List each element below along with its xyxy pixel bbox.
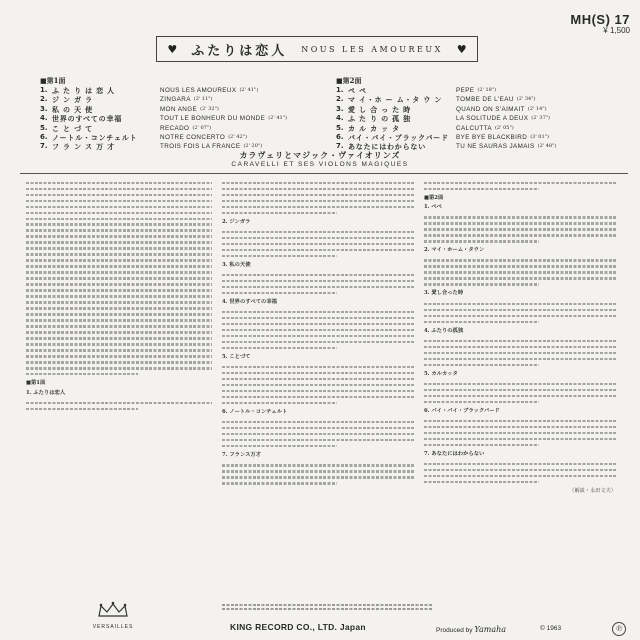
catalog-number: MH(S) 17: [570, 12, 630, 27]
text-line: [424, 340, 616, 342]
text-line: [26, 235, 212, 237]
text-line: [222, 390, 414, 392]
produced-by-label: Produced by: [436, 627, 473, 634]
text-line: [222, 378, 414, 380]
text-line: [424, 420, 616, 422]
text-line: [26, 408, 138, 410]
side2-track: [336, 105, 626, 114]
producer-signature: Yamaha: [474, 625, 507, 634]
text-line: [222, 249, 414, 251]
track-title-japanese: バイ・バイ・ブラックバード: [348, 132, 449, 142]
track-title-french: LA SOLITUDE A DEUX: [456, 115, 529, 123]
text-line: [26, 325, 212, 327]
text-line: [26, 367, 212, 369]
text-line: [424, 346, 616, 348]
text-line: [222, 476, 414, 478]
track-title-french: NOTRE CONCERTO: [160, 133, 226, 141]
text-line: [424, 389, 616, 391]
text-line: [424, 283, 539, 285]
notes-heading: 2. マイ・ホーム・タウン: [424, 247, 485, 254]
text-line: [424, 358, 616, 360]
notes-heading: 2. ジンガラ: [222, 218, 251, 225]
track-number: 3.: [336, 104, 344, 113]
text-line: [26, 331, 212, 333]
notes-heading: 3. 愛し合った時: [424, 290, 464, 297]
text-line: [26, 229, 212, 231]
text-line: [424, 432, 616, 434]
text-line: [222, 280, 414, 282]
track-duration: (2' 34"): [516, 96, 536, 103]
text-line: [424, 481, 539, 483]
artist-japanese: カラヴェリとマジック・ヴァイオリンズ: [239, 150, 401, 160]
track-title-japanese: ペ ペ: [348, 86, 367, 95]
text-line: [26, 223, 212, 225]
track-title-japanese: 私 の 天 使: [52, 104, 93, 114]
side1-track: [40, 86, 320, 95]
text-line: [424, 271, 616, 273]
text-line: [26, 241, 212, 243]
text-line: [222, 347, 337, 349]
text-line: [222, 317, 414, 319]
track-number: 1.: [336, 86, 344, 94]
text-line: [222, 482, 337, 484]
text-line: [222, 323, 414, 325]
text-line: [26, 277, 212, 279]
track-title-japanese: ふ た り は 恋 人: [52, 86, 115, 95]
text-line: [222, 341, 414, 343]
text-line: [424, 234, 616, 236]
text-line: [424, 228, 616, 230]
track-number: 5.: [336, 123, 344, 132]
track-title-french: RECADO: [160, 124, 190, 132]
text-line: [424, 309, 616, 311]
produced-by: [436, 625, 506, 634]
label-name: VERSAILLES: [92, 624, 134, 630]
notes-heading: 5. ことづて: [222, 353, 251, 360]
track-duration: (2' 11"): [193, 96, 213, 103]
track-duration: (2' 32"): [200, 105, 219, 112]
text-line: [26, 265, 212, 267]
side1-tracklist: [40, 76, 320, 152]
track-title-japanese: あなたにはわからない: [348, 142, 426, 152]
text-line: [424, 259, 616, 261]
track-number: 5.: [40, 123, 48, 132]
text-line: [26, 355, 212, 357]
text-line: [424, 216, 616, 218]
text-line: [26, 361, 212, 363]
text-line: [26, 349, 212, 351]
track-title-japanese: ジ ン ガ ラ: [52, 95, 93, 105]
track-title-french: TROIS FOIS LA FRANCE: [160, 143, 241, 151]
text-line: [222, 427, 414, 429]
text-line: [26, 194, 212, 196]
track-title-french: MON ANGE: [160, 105, 198, 113]
phonogram-mark-icon: ℗: [612, 622, 626, 636]
track-title-french: TOMBE DE L'EAU: [456, 96, 514, 104]
notes-track-heading: 1. ふたりは恋人: [26, 389, 66, 396]
track-duration: (2' 18"): [477, 87, 497, 93]
track-number: 2.: [336, 95, 344, 104]
side1-track: [40, 105, 320, 114]
liner-notes-column-3: [424, 178, 616, 618]
title-japanese: ふたりは恋人: [191, 43, 288, 59]
heart-icon: ♥: [167, 42, 178, 56]
text-line: [222, 237, 414, 239]
artist-french: CARAVELLI ET SES VIOLONS MAGIQUES: [231, 161, 409, 168]
notes-heading: 5. カルカッタ: [424, 370, 458, 377]
text-line: [424, 438, 616, 440]
title-french: NOUS LES AMOUREUX: [301, 44, 443, 54]
notes-heading: 1. ペペ: [424, 204, 442, 211]
versailles-logo: [48, 600, 178, 630]
track-title-japanese: 愛 し 合 っ た 時: [348, 104, 411, 114]
text-line: [26, 337, 212, 339]
divider: [20, 173, 628, 174]
text-line: [424, 352, 616, 354]
notes-heading: 6. ノートル・コンチェルト: [222, 408, 288, 415]
text-line: [424, 277, 616, 279]
text-line: [222, 421, 414, 423]
notes-side2-heading: ■第2面: [424, 194, 444, 201]
text-line: [222, 384, 414, 386]
text-line: [424, 303, 616, 305]
text-line: [424, 188, 539, 190]
text-line: [26, 182, 212, 184]
text-line: [26, 200, 212, 202]
notes-side1-heading: ■第1面: [26, 380, 46, 387]
artist-block: [0, 150, 640, 168]
text-line: [424, 240, 539, 242]
track-number: 4.: [336, 114, 344, 123]
side1-track: [40, 114, 320, 123]
text-line: [26, 188, 212, 190]
notes-heading: 4. ふたりの孤独: [424, 327, 464, 334]
side2-track: [336, 133, 626, 142]
track-duration: (2' 05"): [494, 124, 514, 131]
notes-heading: 7. あなたにはわからない: [424, 450, 485, 457]
side1-heading: ■第1面: [40, 76, 66, 85]
side1-track: [40, 95, 320, 104]
notes-heading: 7. フランス万才: [222, 452, 261, 458]
text-line: [26, 206, 212, 208]
track-title-french: TU NE SAURAS JAMAIS: [456, 143, 535, 151]
text-line: [26, 373, 138, 375]
text-line: [222, 188, 414, 190]
text-line: [222, 335, 414, 337]
text-line: [424, 426, 616, 428]
liner-notes-column-1: [26, 178, 212, 600]
text-line: [222, 311, 414, 313]
text-line: [222, 366, 414, 368]
track-duration: (2' 20"): [243, 143, 263, 150]
text-line: [222, 206, 414, 208]
text-line: [424, 463, 616, 465]
side2-tracklist: [336, 76, 626, 152]
text-line: [26, 212, 212, 214]
track-title-japanese: マ イ・ホ ー ム・タ ウ ン: [348, 95, 443, 105]
text-line: [424, 383, 616, 385]
text-line: [424, 265, 616, 267]
text-line: [424, 401, 539, 403]
text-line: [222, 372, 414, 374]
text-line: [26, 289, 212, 291]
track-number: 1.: [40, 86, 48, 94]
text-line: [222, 231, 414, 233]
side2-track: [336, 114, 626, 123]
liner-notes-column-2: [222, 178, 414, 600]
track-title-french: ZINGARA: [160, 96, 191, 104]
track-number: 6.: [336, 132, 344, 141]
title-box: [156, 36, 478, 62]
text-line: [424, 315, 616, 317]
side1-track: [40, 124, 320, 133]
company-name: KING RECORD CO., LTD. Japan: [230, 622, 366, 632]
text-line: [424, 222, 616, 224]
text-line: [222, 182, 414, 184]
track-duration: (2' 48"): [537, 143, 557, 150]
text-line: [222, 464, 414, 466]
side2-heading: ■第2面: [336, 76, 362, 85]
text-line: [424, 364, 539, 366]
text-line: [222, 200, 414, 202]
track-duration: (2' 14"): [527, 105, 547, 112]
notes-heading: 3. 私の天使: [222, 261, 251, 268]
track-title-french: CALCUTTA: [456, 124, 492, 132]
heart-icon: ♥: [456, 42, 467, 56]
track-duration: (2' 41"): [268, 115, 287, 122]
footer-fine-print: [222, 602, 432, 612]
text-line: [26, 218, 212, 220]
text-line: [26, 307, 212, 309]
copyright: © 1963: [540, 625, 562, 632]
track-number: 6.: [40, 132, 48, 141]
text-line: [222, 212, 337, 214]
track-title-japanese: こ と づ て: [52, 123, 93, 133]
side2-track: [336, 86, 626, 95]
text-line: [26, 253, 212, 255]
text-line: [222, 470, 414, 472]
track-title-french: TOUT LE BONHEUR DU MONDE: [160, 115, 266, 123]
text-line: [424, 321, 539, 323]
text-line: [26, 259, 212, 261]
text-line: [424, 395, 616, 397]
text-line: [26, 295, 212, 297]
text-line: [222, 255, 337, 257]
track-title-japanese: カ ル カ ッ タ: [348, 123, 400, 133]
track-title-japanese: 世界のすべての幸福: [52, 114, 123, 124]
notes-credit: （解説・永田文夫）: [569, 487, 616, 494]
text-line: [26, 319, 212, 321]
text-line: [424, 182, 616, 184]
text-line: [26, 283, 212, 285]
text-line: [222, 329, 414, 331]
track-duration: (2' 41"): [239, 87, 259, 93]
track-title-french: NOUS LES AMOUREUX: [160, 87, 237, 94]
text-line: [222, 445, 337, 447]
track-number: 2.: [40, 95, 48, 104]
text-line: [26, 313, 212, 315]
track-number: 4.: [40, 114, 48, 123]
text-line: [222, 292, 337, 294]
notes-heading: 6. バイ・バイ・ブラックバード: [424, 407, 500, 414]
text-line: [222, 433, 414, 435]
side1-track: [40, 133, 320, 142]
text-line: [222, 286, 414, 288]
track-number: 7.: [40, 142, 48, 151]
text-line: [26, 247, 212, 249]
text-line: [26, 301, 212, 303]
text-line: [222, 402, 337, 404]
track-title-japanese: ノートル・コンチェルト: [52, 132, 138, 142]
track-title-french: PEPE: [456, 87, 475, 94]
track-duration: (2' 42"): [228, 133, 247, 140]
text-line: [26, 402, 212, 404]
catalog-block: [558, 12, 630, 35]
track-duration: (3' 01"): [530, 133, 549, 140]
text-line: [26, 343, 212, 345]
track-duration: (2' 37"): [531, 115, 551, 122]
side2-track: [336, 95, 626, 104]
track-title-french: BYE BYE BLACKBIRD: [456, 133, 528, 141]
track-number: 3.: [40, 104, 48, 113]
text-line: [26, 271, 212, 273]
text-line: [222, 194, 414, 196]
text-line: [222, 439, 414, 441]
track-number: 7.: [336, 142, 344, 151]
track-title-japanese: フ ラ ン ス 万 才: [52, 142, 115, 152]
price: ¥ 1,500: [603, 26, 630, 35]
text-line: [222, 396, 414, 398]
track-duration: (2' 07"): [192, 124, 212, 131]
track-title-french: QUAND ON S'AIMAIT: [456, 105, 525, 113]
crown-logo-icon: [93, 600, 133, 620]
text-line: [424, 469, 616, 471]
notes-heading: 4. 世界のすべての幸福: [222, 298, 277, 305]
text-line: [222, 274, 414, 276]
side2-track: [336, 124, 626, 133]
text-line: [424, 444, 539, 446]
text-line: [222, 243, 414, 245]
track-title-japanese: ふ た り の 孤 独: [348, 114, 411, 124]
text-line: [424, 475, 616, 477]
